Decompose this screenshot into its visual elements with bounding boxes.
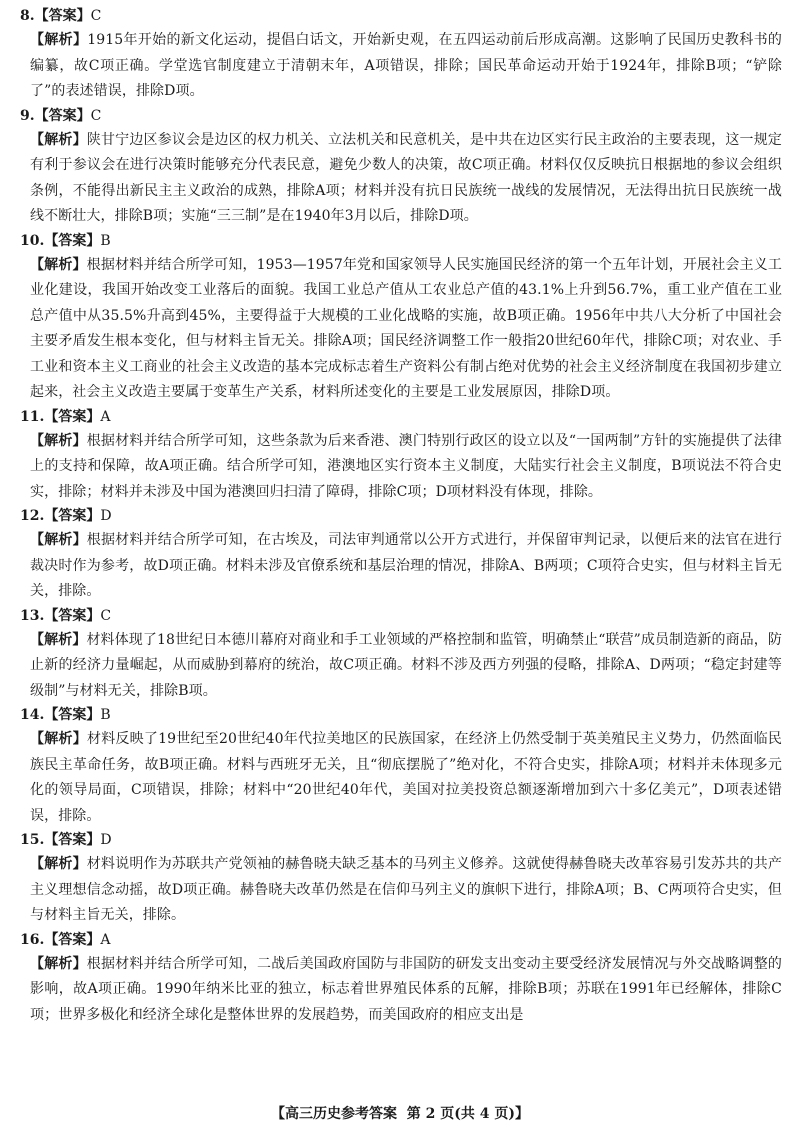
question-item <box>20 106 782 230</box>
analysis-text: 陕甘宁边区参议会是边区的权力机关、立法机关和民意机关，是中共在边区实行民主政治的主要表现，这一规定有利于参议会在进行决策时能够充分代表民意，避免少数人的决策，故C项正确。材料仅仅反映抗日根据地的参议会组织条例，不能得出新民主主义政治的成熟，排除A项；材料并没有抗日民族统一战线的发展情况，无法得出抗日民族统一战线不断壮大，排除B项；实施“三三制”是在1940年3月以后，排除D项。 <box>30 131 782 224</box>
question-number: 10. <box>20 232 45 249</box>
answer-line <box>20 231 782 251</box>
question-number: 13. <box>20 607 45 624</box>
question-number: 16. <box>20 931 45 948</box>
answer-tag: 【答案】 <box>34 8 91 24</box>
question-item <box>20 506 782 605</box>
answer-sheet-page <box>20 6 782 1029</box>
analysis-tag: 【解析】 <box>30 731 87 747</box>
analysis-paragraph <box>20 727 782 829</box>
answer-line <box>20 705 782 725</box>
answer-tag: 【答案】 <box>34 107 91 124</box>
question-item <box>20 407 782 506</box>
answer-tag: 【答案】 <box>44 707 101 723</box>
question-item <box>20 930 782 1029</box>
answer-line <box>20 106 782 126</box>
question-number: 11. <box>20 408 45 425</box>
analysis-text: 根据材料并结合所学可知，二战后美国政府国防与非国防的研发支出变动主要受经济发展情况与外交战略调整的影响，故A项正确。1990年纳米比亚的独立，标志着世界殖民体系的瓦解，排除B项；苏联在1991年已经解体，排除C项；世界多极化和经济全球化是整体世界的发展趋势，而美国政府的相应支出是 <box>30 955 782 1023</box>
analysis-text: 根据材料并结合所学可知，在古埃及，司法审判通常以公开方式进行，并保留审判记录，以便后来的法官在进行裁决时作为参考，故D项正确。材料未涉及官僚系统和基层治理的情况，排除A、B两项；C项符合史实，但与材料主旨无关，排除。 <box>30 532 782 599</box>
answer-tag: 【答案】 <box>44 607 101 624</box>
analysis-paragraph <box>20 628 782 705</box>
question-number: 8. <box>20 8 35 24</box>
answer-line <box>20 6 782 26</box>
analysis-tag: 【解析】 <box>30 32 88 48</box>
analysis-tag: 【解析】 <box>30 131 87 148</box>
question-number: 15. <box>20 832 45 848</box>
answer-value: D <box>100 508 112 524</box>
answer-value: D <box>100 832 112 848</box>
answer-tag: 【答案】 <box>44 408 101 425</box>
analysis-text: 材料说明作为苏联共产党领袖的赫鲁晓夫缺乏基本的马列主义修养。这就使得赫鲁晓夫改革容易引发苏共的共产主义理想信念动摇，故D项正确。赫鲁晓夫改革仍然是在信仰马列主义的旗帜下进行，排除A项；B、C两项符合史实，但与材料主旨无关，排除。 <box>30 856 782 923</box>
analysis-tag: 【解析】 <box>30 955 87 972</box>
question-number: 9. <box>20 107 35 124</box>
analysis-tag: 【解析】 <box>30 532 87 548</box>
analysis-text: 根据材料并结合所学可知，1953—1957年党和国家领导人民实施国民经济的第一个五年计划，开展社会主义工业化建设，我国开始改变工业落后的面貌。我国工业总产值从工农业总产值的43.1%上升到56.7%，重工业产值在工业总产值中从35.5%升高到45%，主要得益于大规模的工业化战略的实施，故B项正确。1956年中共八大分析了中国社会主要矛盾发生根本变化，但与材料主旨无关。排除A项；国民经济调整工作一般指20世纪60年代，排除C项；对农业、手工业和资本主义工商业的社会主义改造的基本完成标志着生产资料公有制占绝对优势的社会主义经济制度在我国初步建立起来，社会主义改造主要属于变革生产关系，材料所述变化的主要是工业发展原因，排除D项。 <box>30 256 782 400</box>
answer-value: B <box>100 707 111 723</box>
answer-value: C <box>100 607 112 624</box>
analysis-tag: 【解析】 <box>30 432 87 449</box>
answer-line <box>20 506 782 526</box>
answer-tag: 【答案】 <box>44 931 101 948</box>
answer-tag: 【答案】 <box>44 232 101 249</box>
analysis-paragraph <box>20 429 782 506</box>
analysis-paragraph <box>20 952 782 1029</box>
analysis-text: 1915年开始的新文化运动，提倡白话文，开始新史观，在五四运动前后形成高潮。这影响了民国历史教科书的编纂，故C项正确。学堂选官制度建立于清朝末年，A项错误，排除；国民革命运动开始于1924年，排除B项；“铲除了”的表述错误，排除D项。 <box>30 32 782 99</box>
answer-tag: 【答案】 <box>44 508 101 524</box>
answer-tag: 【答案】 <box>44 832 101 848</box>
footer-title: 【高三历史参考答案 <box>271 1106 397 1122</box>
answer-value: C <box>90 107 102 124</box>
page-footer <box>0 1103 800 1123</box>
analysis-paragraph <box>20 528 782 605</box>
analysis-paragraph <box>20 28 782 105</box>
answer-line <box>20 830 782 850</box>
answer-value: A <box>100 408 111 425</box>
question-number: 12. <box>20 508 45 524</box>
answer-value: C <box>90 8 102 24</box>
question-item <box>20 606 782 705</box>
answer-value: A <box>100 931 111 948</box>
analysis-text: 材料体现了18世纪日本德川幕府对商业和手工业领域的严格控制和监管，明确禁止“联营”成员制造新的商品，防止新的经济力量崛起，从而威胁到幕府的统治，故C项正确。材料不涉及西方列强的侵略，排除A、D两项；“稳定封建等级制”与材料无关，排除B项。 <box>30 631 782 699</box>
question-item <box>20 6 782 105</box>
question-item <box>20 830 782 929</box>
footer-page-number: 第 2 页(共 4 页)】 <box>406 1106 529 1122</box>
analysis-tag: 【解析】 <box>30 631 87 648</box>
analysis-paragraph <box>20 852 782 929</box>
answer-value: B <box>100 232 111 249</box>
question-item <box>20 705 782 829</box>
answer-line <box>20 407 782 427</box>
analysis-text: 根据材料并结合所学可知，这些条款为后来香港、澳门特别行政区的设立以及“一国两制”方针的实施提供了法律上的支持和保障，故A项正确。结合所学可知，港澳地区实行资本主义制度，大陆实行社会主义制度，B项说法不符合史实，排除；材料并未涉及中国为港澳回归扫清了障碍，排除C项；D项材料没有体现，排除。 <box>30 432 783 500</box>
question-item <box>20 231 782 406</box>
analysis-tag: 【解析】 <box>30 856 87 872</box>
answer-line <box>20 606 782 626</box>
analysis-tag: 【解析】 <box>30 256 87 273</box>
answer-line <box>20 930 782 950</box>
analysis-paragraph <box>20 253 782 406</box>
analysis-paragraph <box>20 128 782 230</box>
question-number: 14. <box>20 707 45 723</box>
analysis-text: 材料反映了19世纪至20世纪40年代拉美地区的民族国家，在经济上仍然受制于英美殖民主义势力，仍然面临民族民主革命任务，故B项正确。材料与西班牙无关，且“彻底摆脱了”绝对化，不符合史实，排除A项；材料并未体现多元化的领导局面，C项错误，排除；材料中“20世纪40年代，美国对拉美投资总额逐渐增加到六十多亿美元”，D项表述错误，排除。 <box>30 731 782 824</box>
